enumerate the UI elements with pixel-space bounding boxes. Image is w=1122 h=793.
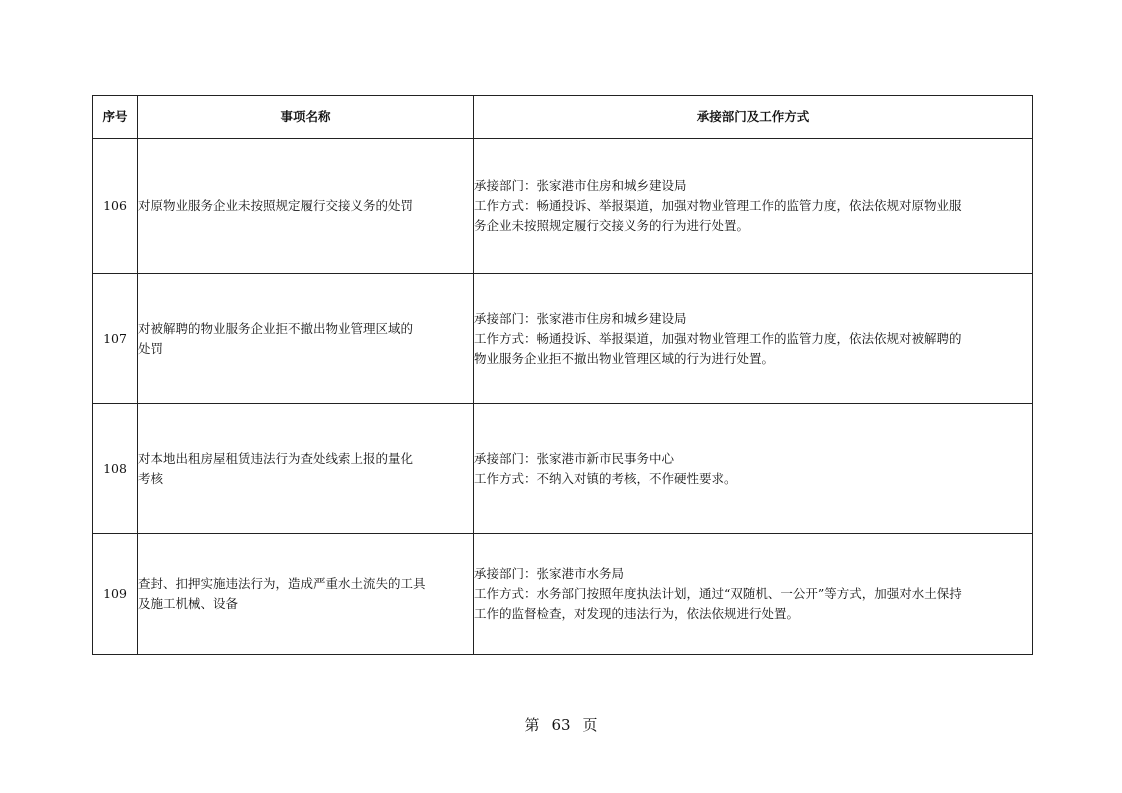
row-detail [474, 534, 1033, 655]
detail-line: 工作的监督检查，对发现的违法行为，依法依规进行处置。 [474, 606, 800, 621]
detail-line: 工作方式：不纳入对镇的考核，不作硬性要求。 [474, 470, 737, 486]
row-seq: 108 [93, 404, 138, 534]
name-line: 对本地出租房屋租赁违法行为查处线索上报的量化 [138, 450, 414, 466]
header-seq: 序号 [93, 96, 138, 139]
row-detail [474, 139, 1033, 274]
detail-line: 承接部门：张家港市住房和城乡建设局 [474, 310, 687, 326]
name-line: 考核 [138, 470, 164, 486]
page-footer [0, 714, 1122, 735]
header-matter-name: 事项名称 [138, 96, 474, 139]
row-seq: 107 [93, 274, 138, 404]
table-row [93, 274, 1033, 404]
matters-table [92, 95, 1033, 655]
row-matter-name [138, 404, 474, 534]
table-row [93, 404, 1033, 534]
table-header-row [93, 96, 1033, 139]
row-seq: 106 [93, 139, 138, 274]
detail-line: 承接部门：张家港市水务局 [474, 566, 625, 581]
name-line: 处罚 [138, 340, 164, 356]
row-matter-name [138, 534, 474, 655]
row-seq: 109 [93, 534, 138, 655]
table-row [93, 534, 1033, 655]
name-line: 对被解聘的物业服务企业拒不撤出物业管理区域的 [138, 320, 414, 336]
name-line: 及施工机械、设备 [138, 596, 239, 611]
page-prefix: 第 [524, 716, 540, 734]
detail-line: 承接部门：张家港市住房和城乡建设局 [474, 178, 687, 193]
row-matter-name [138, 139, 474, 274]
row-detail [474, 404, 1033, 534]
detail-line: 务企业未按照规定履行交接义务的行为进行处置。 [474, 218, 750, 233]
header-department-method: 承接部门及工作方式 [474, 96, 1033, 139]
page-suffix: 页 [582, 716, 598, 734]
name-line: 对原物业服务企业未按照规定履行交接义务的处罚 [138, 198, 414, 213]
detail-line: 工作方式：畅通投诉、举报渠道，加强对物业管理工作的监管力度，依法依规对被解聘的 [474, 330, 962, 346]
detail-line: 工作方式：水务部门按照年度执法计划，通过“双随机、一公开”等方式，加强对水土保持 [474, 586, 962, 601]
detail-line: 工作方式：畅通投诉、举报渠道，加强对物业管理工作的监管力度，依法依规对原物业服 [474, 198, 962, 213]
table-row [93, 139, 1033, 274]
detail-line: 物业服务企业拒不撤出物业管理区域的行为进行处置。 [474, 350, 775, 366]
detail-line: 承接部门：张家港市新市民事务中心 [474, 450, 675, 466]
row-matter-name [138, 274, 474, 404]
page-number: 63 [551, 716, 571, 734]
name-line: 查封、扣押实施违法行为，造成严重水土流失的工具 [138, 576, 426, 591]
row-detail [474, 274, 1033, 404]
